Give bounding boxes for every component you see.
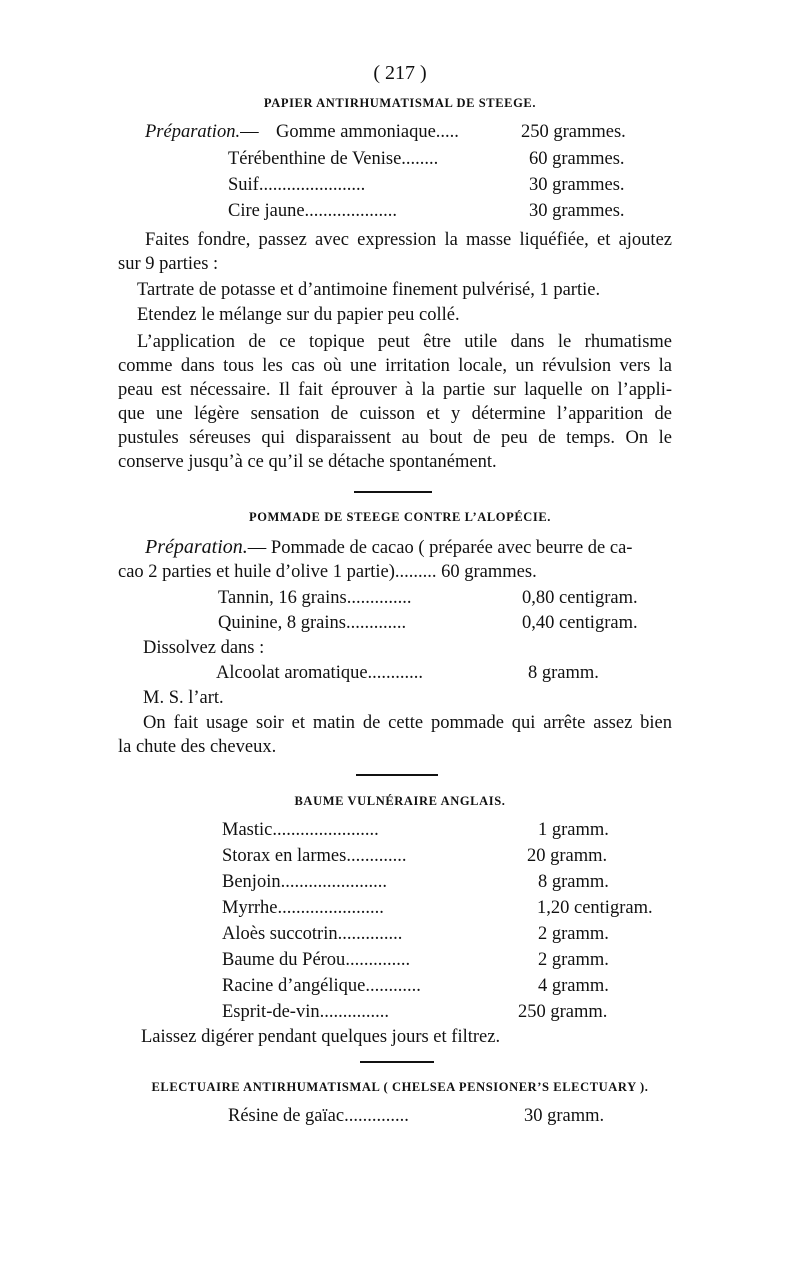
ingredient-qty: 30 grammes. (529, 201, 625, 221)
ingredient-qty: 30 gramm. (524, 1106, 605, 1126)
ingredient-qty: 8 gramm. (528, 663, 599, 683)
section-heading-pommade: POMMADE DE STEEGE CONTRE L’ALOPÉCIE. (248, 510, 552, 524)
ingredient-row (228, 149, 438, 170)
ingredient-qty: 250 gramm. (518, 1002, 608, 1022)
prep-label: Préparation. (145, 536, 248, 558)
ingredient-dots: .............. (344, 1106, 409, 1126)
ingredient-dots: ............. (345, 613, 407, 633)
ingredient-name: Alcoolat aromatique (216, 663, 368, 683)
section-heading-papier: PAPIER ANTIRHUMATISMAL DE STEEGE. (263, 96, 537, 110)
section-divider (360, 1061, 434, 1063)
paragraph-usage (118, 711, 672, 759)
ingredient-row (222, 950, 410, 971)
ingredient-name: Aloès succotrin (222, 924, 338, 944)
dissolvez-line: Dissolvez dans : (143, 638, 265, 658)
ingredient-name: Térébenthine de Venise (228, 149, 402, 169)
ingredient-qty: 2 gramm. (538, 924, 609, 944)
ingredient-dots: ....................... (277, 898, 384, 918)
ingredient-dots: ........ (401, 149, 439, 169)
ingredient-dots: ..... (435, 122, 459, 142)
text-line: pustules séreuses qui disparaissent au bout de peu de temps. On le (118, 428, 672, 448)
text-line: conserve jusqu’à ce qu’il se détache spontanément. (118, 452, 497, 472)
ingredient-qty: 0,80 centigram. (522, 588, 638, 608)
ingredient-row (222, 976, 421, 997)
section-divider (356, 774, 438, 776)
ingredient-qty: 8 gramm. (538, 872, 609, 892)
ingredient-qty: 250 grammes. (521, 122, 626, 142)
ingredient-name: Gomme ammoniaque (276, 122, 436, 142)
section-heading-baume: BAUME VULNÉRAIRE ANGLAIS. (294, 794, 506, 808)
ingredient-dots: .............. (337, 924, 403, 944)
paragraph-application (118, 330, 672, 474)
ingredient-dots: ....................... (272, 820, 379, 840)
ingredient-qty: 1 gramm. (538, 820, 609, 840)
text-line: comme dans tous les cas où une irritation locale, un révulsion vers la (118, 356, 672, 376)
prep-line-papier (145, 122, 259, 143)
ingredient-dots: ....................... (280, 872, 387, 892)
ingredient-name: Myrrhe (222, 898, 278, 918)
paragraph-tartrate: Tartrate de potasse et d’antimoine finement pulvérisé, 1 partie. (137, 280, 601, 300)
ingredient-row (222, 898, 384, 919)
text-line: sur 9 parties : (118, 254, 219, 274)
ingredient-dots: .............. (346, 588, 412, 608)
ingredient-qty: 2 gramm. (538, 950, 609, 970)
ingredient-name: Benjoin (222, 872, 281, 892)
ingredient-row (216, 663, 423, 684)
text-line: peau est nécessaire. Il fait éprouver à la partie sur laquelle on l’appli- (118, 380, 672, 400)
ingredient-row (222, 846, 406, 867)
ingredient-qty: 60 grammes. (529, 149, 625, 169)
ingredient-dots: ............. (346, 846, 407, 866)
ingredient-row (218, 588, 411, 609)
ingredient-row (222, 1002, 389, 1023)
ingredient-dots: ............... (319, 1002, 389, 1022)
prep-dash: — (240, 122, 259, 142)
section-heading-electuaire: ELECTUAIRE ANTIRHUMATISMAL ( CHELSEA PENSIONER’S ELECTUARY ). (151, 1080, 649, 1094)
ingredient-name: Résine de gaïac (228, 1106, 345, 1126)
ms-line: M. S. l’art. (143, 688, 224, 708)
section-divider (354, 491, 432, 493)
ingredient-row (222, 872, 387, 893)
ingredient-row (228, 1106, 409, 1127)
ingredient-dots: .............. (345, 950, 411, 970)
prep-line-cacao: cao 2 parties et huile d’olive 1 partie)......... 60 grammes. (118, 562, 537, 582)
text-line: que une légère sensation de cuisson et y détermine l’apparition de (118, 404, 672, 424)
final-line: Laissez digérer pendant quelques jours et filtrez. (141, 1027, 501, 1047)
ingredient-row (218, 613, 406, 634)
text-line: Faites fondre, passez avec expression la masse liquéfiée, et ajoutez (145, 230, 672, 250)
ingredient-row (228, 175, 365, 196)
prep-rest: — Pommade de cacao ( préparée avec beurre de ca- (247, 538, 633, 558)
ingredient-row (222, 924, 402, 945)
ingredient-name: Storax en larmes (222, 846, 347, 866)
ingredient-qty: 1,20 centigram. (537, 898, 653, 918)
ingredient-qty: 20 gramm. (527, 846, 608, 866)
prep-label: Préparation. (145, 122, 241, 142)
ingredient-dots: .................... (304, 201, 398, 221)
ingredient-qty: 30 grammes. (529, 175, 625, 195)
text-line: L’application de ce topique peut être utile dans le rhumatisme (137, 332, 672, 352)
ingredient-name: Baume du Pérou (222, 950, 346, 970)
ingredient-name: Tannin, 16 grains (218, 588, 347, 608)
ingredient-name: Quinine, 8 grains (218, 613, 346, 633)
ingredient-dots: ............ (365, 976, 421, 996)
text-line: la chute des cheveux. (118, 737, 277, 757)
paragraph-faites-fondre (118, 228, 672, 276)
ingredient-dots: ....................... (258, 175, 366, 195)
ingredient-row (276, 122, 459, 143)
prep-line-pommade (145, 536, 632, 559)
ingredient-name: Racine d’angélique (222, 976, 366, 996)
text-line: On fait usage soir et matin de cette pommade qui arrête assez bien (143, 713, 672, 733)
paragraph-etendez: Etendez le mélange sur du papier peu collé. (137, 305, 460, 325)
ingredient-name: Esprit-de-vin (222, 1002, 320, 1022)
ingredient-row (222, 820, 379, 841)
ingredient-dots: ............ (367, 663, 424, 683)
ingredient-row (228, 201, 397, 222)
ingredient-name: Cire jaune (228, 201, 305, 221)
ingredient-name: Suif (228, 175, 259, 195)
ingredient-name: Mastic (222, 820, 273, 840)
ingredient-qty: 4 gramm. (538, 976, 609, 996)
page-number: ( 217 ) (373, 62, 427, 84)
ingredient-qty: 0,40 centigram. (522, 613, 638, 633)
